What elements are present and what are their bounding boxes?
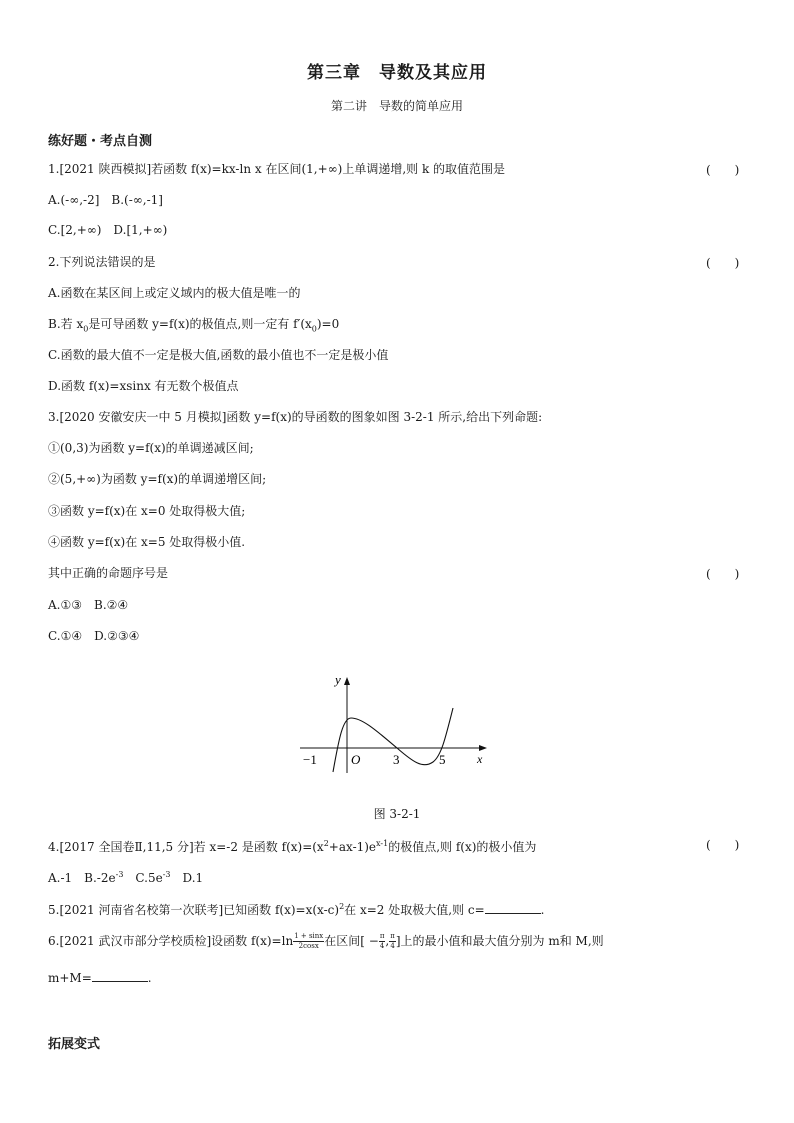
origin-label: O [351,752,361,767]
question-3-proposition-3: ③函数 y=f(x)在 x=0 处取得极大值; [48,504,246,518]
question-3-options-cd: C.①④ D.②③④ [48,629,140,643]
q6-pi-fraction-2 [389,932,396,951]
question-6-line-2 [48,970,152,986]
answer-paren-q2: ( ) [706,256,740,270]
q6-line2-end: . [147,971,152,985]
q4-stem-pre: 4.[2017 全国卷Ⅱ,11,5 分]若 x=-2 是函数 f(x)=(x [48,840,324,854]
q6-pi-num-2: π [390,932,395,940]
q5-stem-pre: 5.[2021 河南省名校第一次联考]已知函数 f(x)=x(x-c) [48,903,340,917]
question-5-stem [48,899,545,918]
q2b-post: )=0 [316,317,340,331]
q4-sup-3: -3 [115,870,124,879]
question-3-proposition-2: ②(5,+∞)为函数 y=f(x)的单调递增区间; [48,472,267,486]
q6-stem-mid: 在区间[ − [324,934,379,948]
x-axis-arrow-icon [479,745,487,751]
question-2-option-a: A.函数在某区间上或定义域内的极大值是唯一的 [48,286,301,300]
q4-opts-pre: A.-1 B.-2e [48,871,116,885]
q6-frac-num: 1 + sinx [294,932,324,940]
question-1-stem: 1.[2021 陕西模拟]若函数 f(x)=kx-ln x 在区间(1,+∞)上单调递增,则 k 的取值范围是 [48,162,506,176]
question-4-stem [48,836,536,855]
tick-label-3: 3 [393,752,400,767]
q2b-sub: 0 [83,324,89,334]
answer-paren-q4: ( ) [706,838,740,852]
question-4-options [48,867,203,886]
y-axis-label: y [335,672,341,687]
answer-paren-q3: ( ) [706,567,740,581]
q2b-mid: 是可导函数 y=f(x)的极值点,则一定有 f′(x [88,317,312,331]
question-6-stem [48,932,604,951]
q5-stem-post: 在 x=2 处取极大值,则 c= [344,903,485,917]
y-axis-arrow-icon [344,677,350,685]
q5-sup: 2 [339,902,345,911]
q6-stem-post: ]上的最小值和最大值分别为 m和 M,则 [395,934,604,948]
q4-stem-mid: +ax-1)e [328,840,377,854]
section-heading-practice: 练好题・考点自测 [48,134,153,149]
q6-line2-pre: m+M= [48,971,92,985]
lecture-title: 第二讲 导数的简单应用 [330,99,463,113]
answer-blank-q5[interactable] [485,902,541,914]
question-2-stem: 2.下列说法错误的是 [48,255,156,269]
q6-frac-den: 2cosx [298,942,319,950]
q2b-pre: B.若 x [48,317,84,331]
question-3-stem: 3.[2020 安徽安庆一中 5 月模拟]函数 y=f(x)的导函数的图象如图 3-2-1 所示,给出下列命题: [48,410,543,424]
question-3-proposition-1: ①(0,3)为函数 y=f(x)的单调递减区间; [48,441,254,455]
tick-label-neg1: −1 [303,752,317,767]
q4-sup-1: 2 [323,839,329,848]
question-2-option-b [48,316,339,337]
question-1-options-ab: A.(-∞,-2] B.(-∞,-1] [48,193,163,207]
q2b-sub2: 0 [311,324,317,334]
section-heading-extension: 拓展变式 [48,1037,101,1052]
question-1-options-cd: C.[2,+∞) D.[1,+∞) [48,223,168,237]
q6-pi-num-1: π [379,932,385,940]
derivative-graph-figure [295,668,495,780]
q4-opts-post: D.1 [170,871,204,885]
q6-stem-pre: 6.[2021 武汉市部分学校质检]设函数 f(x)=ln [48,934,294,948]
q4-opts-mid: C.5e [123,871,163,885]
q6-pi-den-2: 4 [390,942,395,950]
q6-comma: , [385,934,390,948]
q4-stem-post: 的极值点,则 f(x)的极小值为 [388,840,537,854]
chapter-title: 第三章 导数及其应用 [307,63,487,83]
q5-end: . [540,903,545,917]
tick-label-5: 5 [439,752,446,767]
question-3-proposition-4: ④函数 y=f(x)在 x=5 处取得极小值. [48,535,246,549]
question-3-options-ab: A.①③ B.②④ [48,598,129,612]
q6-fraction [293,932,324,951]
figure-caption: 图 3-2-1 [373,807,421,821]
question-2-option-c: C.函数的最大值不一定是极大值,函数的最小值也不一定是极小值 [48,348,389,362]
q6-pi-den-1: 4 [379,942,385,950]
answer-blank-q6[interactable] [92,970,148,982]
q4-sup-2: x-1 [376,839,389,848]
q4-sup-4: -3 [162,870,171,879]
question-2-option-d: D.函数 f(x)=xsinx 有无数个极值点 [48,379,239,393]
x-axis-label: x [477,752,483,766]
question-3-ask: 其中正确的命题序号是 [48,566,169,580]
answer-paren-q1: ( ) [706,163,740,177]
